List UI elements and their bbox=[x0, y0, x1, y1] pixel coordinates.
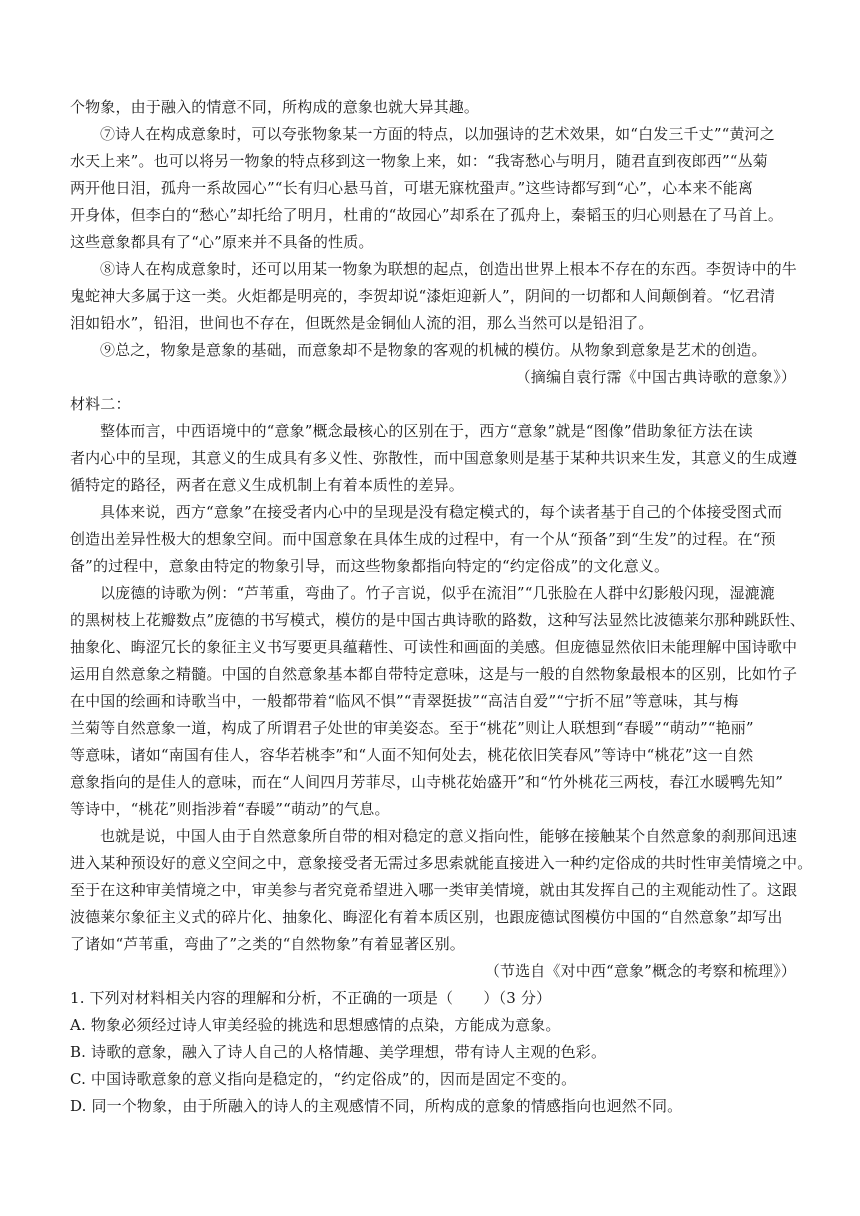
text-line: 的黑树枝上花瓣数点”庞德的书写模式，模仿的是中国古典诗歌的路数，这种写法显然比波德莱尔那种跳跃性、 bbox=[70, 611, 806, 629]
source-citation: （摘编自袁行霈《中国古典诗歌的意象》） bbox=[515, 368, 796, 386]
paragraph-4 bbox=[70, 823, 813, 958]
text-line: 抽象化、晦涩冗长的象征主义书写要更具蕴藉性、可读性和画面的美感。但庞德显然依旧未能理解中国诗歌中 bbox=[70, 638, 798, 656]
option-d: D. 同一个物象，由于所融入的诗人的主观感情不同，所构成的意象的情感指向也迥然不同。 bbox=[70, 1097, 683, 1115]
text-line: 整体而言，中西语境中的“意象”概念最核心的区别在于，西方“意象”就是“图像”借助象征方法在读 bbox=[100, 422, 753, 440]
text-line: 备”的过程中，意象由特定的物象引导，而这些物象都指向特定的“约定俗成”的文化意义。 bbox=[70, 557, 670, 575]
text-line: ⑦诗人在构成意象时，可以夸张物象某一方面的特点，以加强诗的艺术效果，如“白发三千丈”“黄河之 bbox=[100, 125, 775, 143]
text-line: 创造出差异性极大的想象空间。而中国意象在具体生成的过程中，有一个从“预备”到“生发”的过程。在“预 bbox=[70, 530, 776, 548]
material-heading: 材料二： bbox=[70, 395, 131, 413]
text-line: 个物象，由于融入的情意不同，所构成的意象也就大异其趣。 bbox=[70, 98, 480, 116]
text-line: 等诗中，“桃花”则指涉着“春暖”“萌动”的气息。 bbox=[70, 800, 390, 818]
question-stem: 1. 下列对材料相关内容的理解和分析，不正确的一项是（ ）（3 分） bbox=[70, 989, 552, 1007]
text-line: 波德莱尔象征主义式的碎片化、抽象化、晦涩化有着本质区别，也跟庞德试图模仿中国的“自然意象”却写出 bbox=[70, 908, 783, 926]
option-a: A. 物象必须经过诗人审美经验的挑选和思想感情的点染，方能成为意象。 bbox=[70, 1016, 561, 1034]
text-line: 也就是说，中国人由于自然意象所自带的相对稳定的意义指向性，能够在接触某个自然意象的刹那间迅速 bbox=[100, 827, 797, 845]
text-line: 以庞德的诗歌为例：“芦苇重，弯曲了。竹子言说，似乎在流泪”“几张脸在人群中幻影般闪现，湿漉漉 bbox=[100, 584, 775, 602]
paragraph-2 bbox=[70, 499, 802, 580]
text-line: 在中国的绘画和诗歌当中，一般都带着“临风不惧”“青翠挺拔”“高洁自爱”“宁折不屈”等意味，其与梅 bbox=[70, 692, 739, 710]
text-line: 泪如铅水”，铅泪，世间也不存在，但既然是金铜仙人流的泪，那么当然可以是铅泪了。 bbox=[70, 314, 654, 332]
text-line: ⑧诗人在构成意象时，还可以用某一物象为联想的起点，创造出世界上根本不存在的东西。李贺诗中的牛 bbox=[100, 260, 797, 278]
option-b: B. 诗歌的意象，融入了诗人自己的人格情趣、美学理想，带有诗人主观的色彩。 bbox=[70, 1043, 607, 1061]
source-citation: （节选自《对中西“意象”概念的考察和梳理》） bbox=[484, 962, 796, 980]
text-line: 鬼蛇神大多属于这一类。火炬都是明亮的，李贺却说“漆炬迎新人”，阴间的一切都和人间颠倒着。“忆君清 bbox=[70, 287, 776, 305]
text-line: 了诸如“芦苇重，弯曲了”之类的“自然物象”有着显著区别。 bbox=[70, 935, 465, 953]
paragraph-7 bbox=[70, 121, 802, 256]
paragraph-1 bbox=[70, 418, 802, 499]
paragraph-8 bbox=[70, 256, 802, 337]
text-line: 开身体，但李白的“愁心”却托给了明月，杜甫的“故园心”却系在了孤舟上，秦韬玉的归心则悬在了马首上。 bbox=[70, 206, 784, 224]
text-line: 运用自然意象之精髓。中国的自然意象基本都自带特定意味，这是与一般的自然物象最根本的区别，比如竹子 bbox=[70, 665, 798, 683]
option-c: C. 中国诗歌意象的意义指向是稳定的，“约定俗成”的，因而是固定不变的。 bbox=[70, 1070, 577, 1088]
text-line: 意象指向的是佳人的意味，而在“人间四月芳菲尽，山寺桃花始盛开”和“竹外桃花三两枝，春江水暖鸭先知” bbox=[70, 773, 784, 791]
text-line: 循特定的路径，两者在意义生成机制上有着本质性的差异。 bbox=[70, 476, 464, 494]
text-line: 者内心中的呈现，其意义的生成具有多义性、弥散性，而中国意象则是基于某种共识来生发，其意义的生成遵 bbox=[70, 449, 798, 467]
text-line: 两开他日泪，孤舟一系故园心”“长有归心悬马首，可堪无寐枕蛩声。”这些诗都写到“心”，心本来不能离 bbox=[70, 179, 754, 197]
material2 bbox=[70, 391, 813, 985]
material1 bbox=[70, 94, 802, 391]
text-line: 至于在这种审美情境之中，审美参与者究竟希望进入哪一类审美情境，就由其发挥自己的主观能动性了。这跟 bbox=[70, 881, 798, 899]
text-line: 这些意象都具有了“心”原来并不具备的性质。 bbox=[70, 233, 374, 251]
paragraph-continuation bbox=[70, 94, 802, 121]
text-line: 水天上来”。也可以将另一物象的特点移到这一物象上来，如：“我寄愁心与明月，随君直到夜郎西”“丛菊 bbox=[70, 152, 768, 170]
text-line: 等意味，诸如“南国有佳人，容华若桃李”和“人面不知何处去，桃花依旧笑春风”等诗中“桃花”这一自然 bbox=[70, 746, 754, 764]
text-line: ⑨总之，物象是意象的基础，而意象却不是物象的客观的机械的模仿。从物象到意象是艺术的创造。 bbox=[100, 341, 767, 359]
text-line: 兰菊等自然意象一道，构成了所谓君子处世的审美姿态。至于“桃花”则让人联想到“春暖”“萌动”“艳丽” bbox=[70, 719, 754, 737]
paragraph-9 bbox=[70, 337, 802, 364]
text-line: 进入某种预设好的意义空间之中，意象接受者无需过多思索就能直接进入一种约定俗成的共时性审美情境之中。 bbox=[70, 854, 813, 872]
paragraph-3 bbox=[70, 580, 806, 823]
text-line: 具体来说，西方“意象”在接受者内心中的呈现是没有稳定模式的，每个读者基于自己的个体接受图式而 bbox=[100, 503, 783, 521]
exam-page bbox=[70, 94, 813, 1120]
question-1 bbox=[70, 985, 802, 1120]
